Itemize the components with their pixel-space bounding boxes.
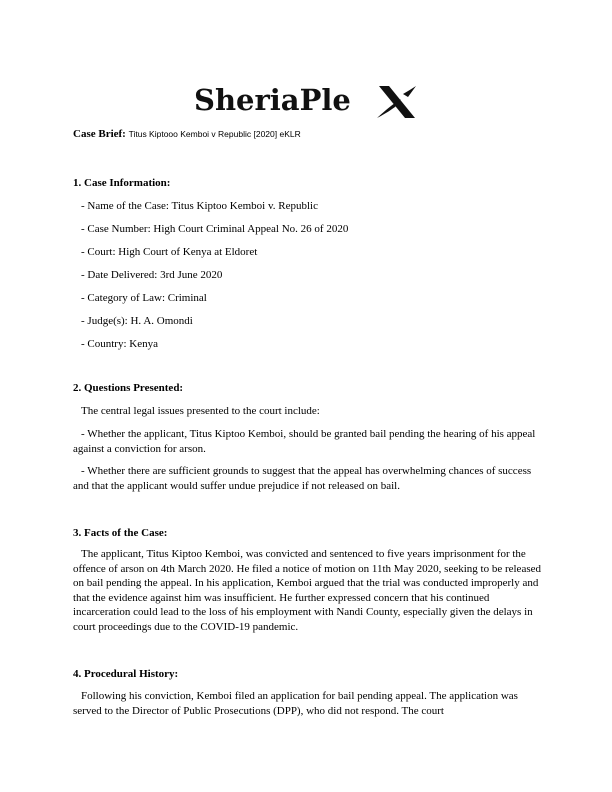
case-info-number: - Case Number: High Court Criminal Appeal No. 26 of 2020 (81, 223, 349, 235)
question-point-bail-text: - Whether the applicant, Titus Kiptoo Kemboi, should be granted bail pending the hearing of his appeal against a conviction for arson. (73, 428, 536, 455)
question-point-bail (73, 427, 541, 456)
case-info-court: - Court: High Court of Kenya at Eldoret (81, 246, 258, 258)
logo-x-mark (377, 85, 417, 119)
logo-wordmark: SheriaPle (194, 83, 351, 117)
case-info-category: - Category of Law: Criminal (81, 292, 207, 304)
case-brief-line (73, 127, 301, 141)
section-heading-facts: 3. Facts of the Case: (73, 527, 168, 539)
facts-paragraph-text: The applicant, Titus Kiptoo Kemboi, was convicted and sentenced to five years imprisonment for the offence of arson on 4th March 2020. He filed a notice of motion on 11th May 2020, seeking to be released on bail pending the appeal. In his application, Kemboi argued that the trial was conducted improperly and that the evidence against him was insufficient. He further expressed concern that his continued incarceration could lead to the loss of his employment with Nandi County, especially given the delays in court proceedings due to the COVID-19 pandemic. (73, 548, 541, 633)
section-heading-procedural-history: 4. Procedural History: (73, 668, 179, 680)
section-heading-questions-presented: 2. Questions Presented: (73, 382, 184, 394)
questions-intro: The central legal issues presented to the court include: (81, 405, 320, 417)
procedural-paragraph-text: Following his conviction, Kemboi filed an application for bail pending appeal. The application was served to the Director of Public Prosecutions (DPP), who did not respond. The court (73, 690, 518, 717)
case-brief-label: Case Brief: (73, 128, 126, 140)
facts-paragraph (73, 547, 541, 635)
case-info-date: - Date Delivered: 3rd June 2020 (81, 269, 223, 281)
case-info-country: - Country: Kenya (81, 338, 158, 350)
question-point-grounds (73, 464, 541, 493)
case-info-name: - Name of the Case: Titus Kiptoo Kemboi v. Republic (81, 200, 318, 212)
sheriaplex-logo (194, 82, 419, 120)
procedural-paragraph (73, 689, 541, 718)
question-point-grounds-text: - Whether there are sufficient grounds to suggest that the appeal has overwhelming chances of success and that the applicant would suffer undue prejudice if not released on bail. (73, 465, 532, 492)
case-info-judges: - Judge(s): H. A. Omondi (81, 315, 193, 327)
section-heading-case-information: 1. Case Information: (73, 177, 171, 189)
case-brief-title: Titus Kiptooo Kemboi v Republic [2020] eKLR (128, 129, 301, 139)
